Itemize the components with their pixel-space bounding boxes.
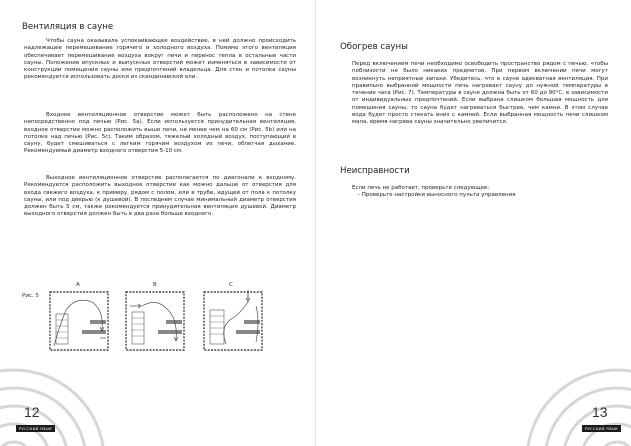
decorative-arcs xyxy=(0,360,130,446)
page-number: 13 xyxy=(592,404,608,420)
figure-caption: Рис. 5 xyxy=(22,293,39,299)
troubleshooting-intro: Если печь не работает, проверьте следующее: xyxy=(352,185,490,191)
heating-paragraph: Перед включением печи необходимо освободить пространство рядом с печью, чтобы поблизости не было никаких предметов. При первом включении печи могут возникнуть неприятные запахи. Убедитесь, что в сауне адекватная вентиляция. При правильно выбранной мощности печь нагревает сауну до нужной температуры в течение часа (Рис. 7). Температуры в сауне должна быть от 60 до 90°С, в зависимости от индивидуальных предпочтений. Если выбрана слишком большая мощность для помещения сауны, то сауна будет нагреваться быстрее, чем камни. В этом случае вода будет просто стекать вниз с камней. Если выбранная мощность печи слишком мала, время нагрева сауны значительно увеличится. xyxy=(352,61,608,126)
ventilation-paragraph-2: Входное вентиляционное отверстие может быть расположено на стене непосредственно под печью (Рис. 5a). Если используется принудительная вентиляция, входное отверстие можно расположить выше печи, не менее чем на 60 см (Рис. 5b) или на потолке над печью (Рис. 5c). Таким образом, тяжелый холодный воздух, поступающий в сауну, будет смешиваться с легким горячим воздухом из печи, облегчая дыхание. Рекомендуемый диаметр входного отверстия 5-10 см. xyxy=(24,112,296,155)
language-tab: РУССКИЙ ЯЗЫК xyxy=(582,425,621,432)
decorative-arcs xyxy=(501,360,631,446)
troubleshooting-text xyxy=(352,185,522,200)
sauna-ventilation-diagram-c xyxy=(200,290,266,352)
sauna-ventilation-diagram-b xyxy=(122,290,188,352)
figure-a-label: A xyxy=(76,282,80,288)
left-page xyxy=(0,0,315,446)
figure-b-label: B xyxy=(153,282,157,288)
language-tab: РУССКИЙ ЯЗЫК xyxy=(16,425,55,432)
right-page xyxy=(316,0,631,446)
ventilation-paragraph-3: Выходное вентиляционное отверстие располагается по диагонали к входному. Рекомендуется расположить выходное отверстие как можно дальше от отверстия для входа свежего воздуха, к примеру, рядом с полом, или в трубе, идущей от пола к потолку сауны, или под дверью (к душевой). В последнем случае минимальный диаметр отверстия должен быть 5 см, также рекомендуется принудительная вентиляция душевой. Диаметр выходного отверстия должен быть в два раза больше входного. xyxy=(24,175,296,218)
page-number: 12 xyxy=(24,404,40,420)
section-title-troubleshooting: Неисправности xyxy=(340,166,410,176)
troubleshooting-bullet: - Проверьте настройки выносного пульта управления xyxy=(358,192,516,199)
ventilation-paragraph-1: Чтобы сауна оказывала успокаивающее воздействие, в ней должно происходить надлежащее перемешивание горячего и холодного воздуха. Помимо этого вентиляция обеспечивает перемешивание воздуха вокруг печи и перенос тепла в остальные части сауны. Положение впускных и выпускных отверстий может изменяться в зависимости от конструкции помещения сауны или предпочтений владельца. Для стен и потолка сауны рекомендуется использовать доски из скандинавской ели. xyxy=(24,38,296,81)
figure-c-label: C xyxy=(229,282,233,288)
page-title: Вентиляция в сауне xyxy=(22,22,114,32)
sauna-ventilation-diagram-a xyxy=(46,290,112,352)
page-title: Обогрев сауны xyxy=(340,42,408,52)
